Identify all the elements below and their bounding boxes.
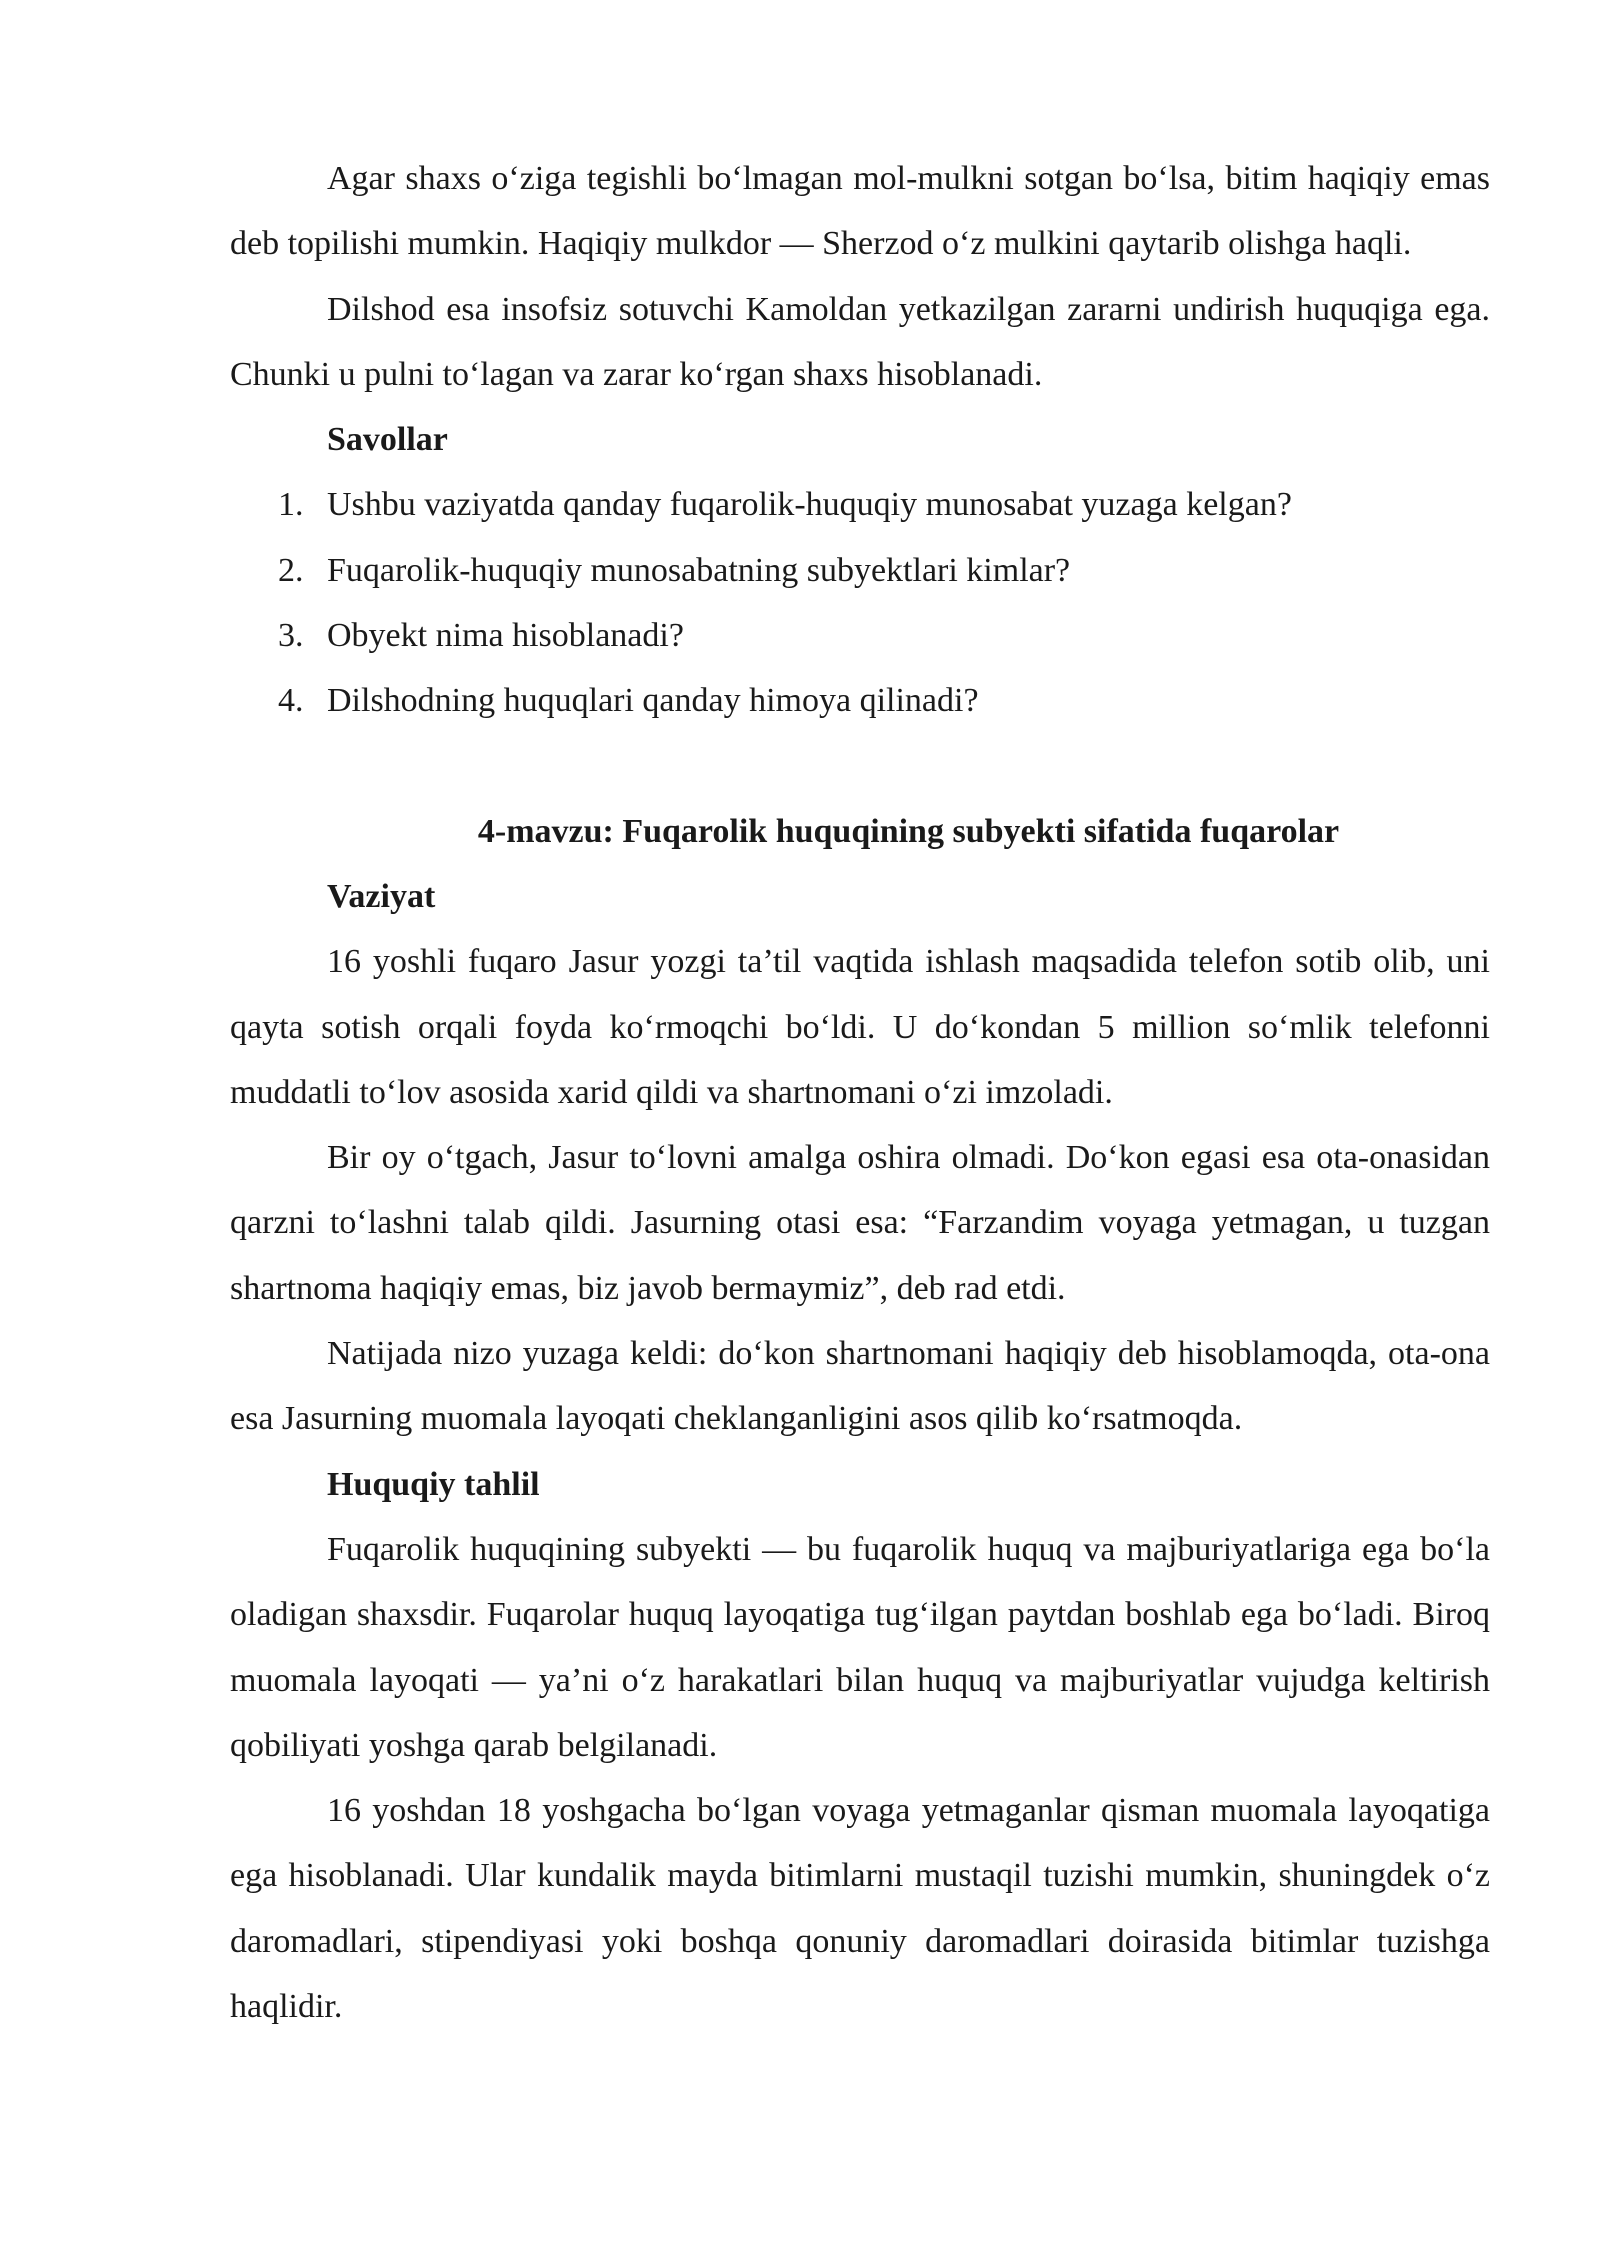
- list-item: [230, 472, 1490, 537]
- paragraph: 16 yoshli fuqaro Jasur yozgi ta’til vaqtida ishlash maqsadida telefon sotib olib, uni qayta sotish orqali foyda ko‘rmoqchi bo‘ldi. U do‘kondan 5 million so‘mlik telefonni muddatli to‘lov asosida xarid qildi va shartnomani o‘zi imzoladi.: [230, 943, 1490, 1111]
- list-number: 2.: [278, 551, 304, 589]
- questions-heading: Savollar: [327, 421, 448, 459]
- list-item: [230, 603, 1490, 668]
- list-item: [230, 538, 1490, 603]
- analysis-heading: Huquqiy tahlil: [327, 1465, 540, 1503]
- paragraph: Agar shaxs o‘ziga tegishli bo‘lmagan mol-mulkni sotgan bo‘lsa, bitim haqiqiy emas deb topilishi mumkin. Haqiqiy mulkdor — Sherzod o‘z mulkini qaytarib olishga haqli.: [230, 160, 1490, 263]
- paragraph: Natijada nizo yuzaga keldi: do‘kon shartnomani haqiqiy deb hisoblamoqda, ota-ona esa Jasurning muomala layoqati cheklanganligini asos qilib ko‘rsatmoqda.: [230, 1335, 1490, 1438]
- list-number: 4.: [278, 682, 304, 720]
- list-number: 3.: [278, 617, 304, 655]
- paragraph: Fuqarolik huquqining subyekti — bu fuqarolik huquq va majburiyatlariga ega bo‘la oladigan shaxsdir. Fuqarolar huquq layoqatiga tug‘ilgan paytdan boshlab ega bo‘ladi. Biroq muomala layoqati — ya’ni o‘z harakatlari bilan huquq va majburiyatlar vujudga keltirish qobiliyati yoshga qarab belgilanadi.: [230, 1530, 1490, 1764]
- section-spacer: [230, 734, 1490, 799]
- list-item-text: Fuqarolik-huquqiy munosabatning subyektlari kimlar?: [327, 551, 1071, 589]
- situation-heading: Vaziyat: [327, 877, 436, 915]
- list-number: 1.: [278, 486, 304, 524]
- list-item: [230, 668, 1490, 733]
- list-item-text: Dilshodning huquqlari qanday himoya qilinadi?: [327, 682, 979, 720]
- paragraph: Dilshod esa insofsiz sotuvchi Kamoldan yetkazilgan zararni undirish huquqiga ega. Chunki u pulni to‘lagan va zarar ko‘rgan shaxs hisoblanadi.: [230, 290, 1490, 393]
- list-item-text: Obyekt nima hisoblanadi?: [327, 617, 684, 655]
- paragraph: 16 yoshdan 18 yoshgacha bo‘lgan voyaga yetmaganlar qisman muomala layoqatiga ega hisoblanadi. Ular kundalik mayda bitimlarni mustaqil tuzishi mumkin, shuningdek o‘z daromadlari, stipendiyasi yoki boshqa qonuniy daromadlari doirasida bitimlar tuzishga haqlidir.: [230, 1792, 1490, 2026]
- topic-title: 4-mavzu: Fuqarolik huquqining subyekti sifatida fuqarolar: [477, 812, 1340, 850]
- questions-list: [230, 472, 1490, 733]
- document-page: [230, 146, 1490, 2039]
- list-item-text: Ushbu vaziyatda qanday fuqarolik-huquqiy munosabat yuzaga kelgan?: [327, 486, 1292, 524]
- paragraph: Bir oy o‘tgach, Jasur to‘lovni amalga oshira olmadi. Do‘kon egasi esa ota-onasidan qarzni to‘lashni talab qildi. Jasurning otasi esa: “Farzandim voyaga yetmagan, u tuzgan shartnoma haqiqiy emas, biz javob bermaymiz”, deb rad etdi.: [230, 1139, 1490, 1307]
